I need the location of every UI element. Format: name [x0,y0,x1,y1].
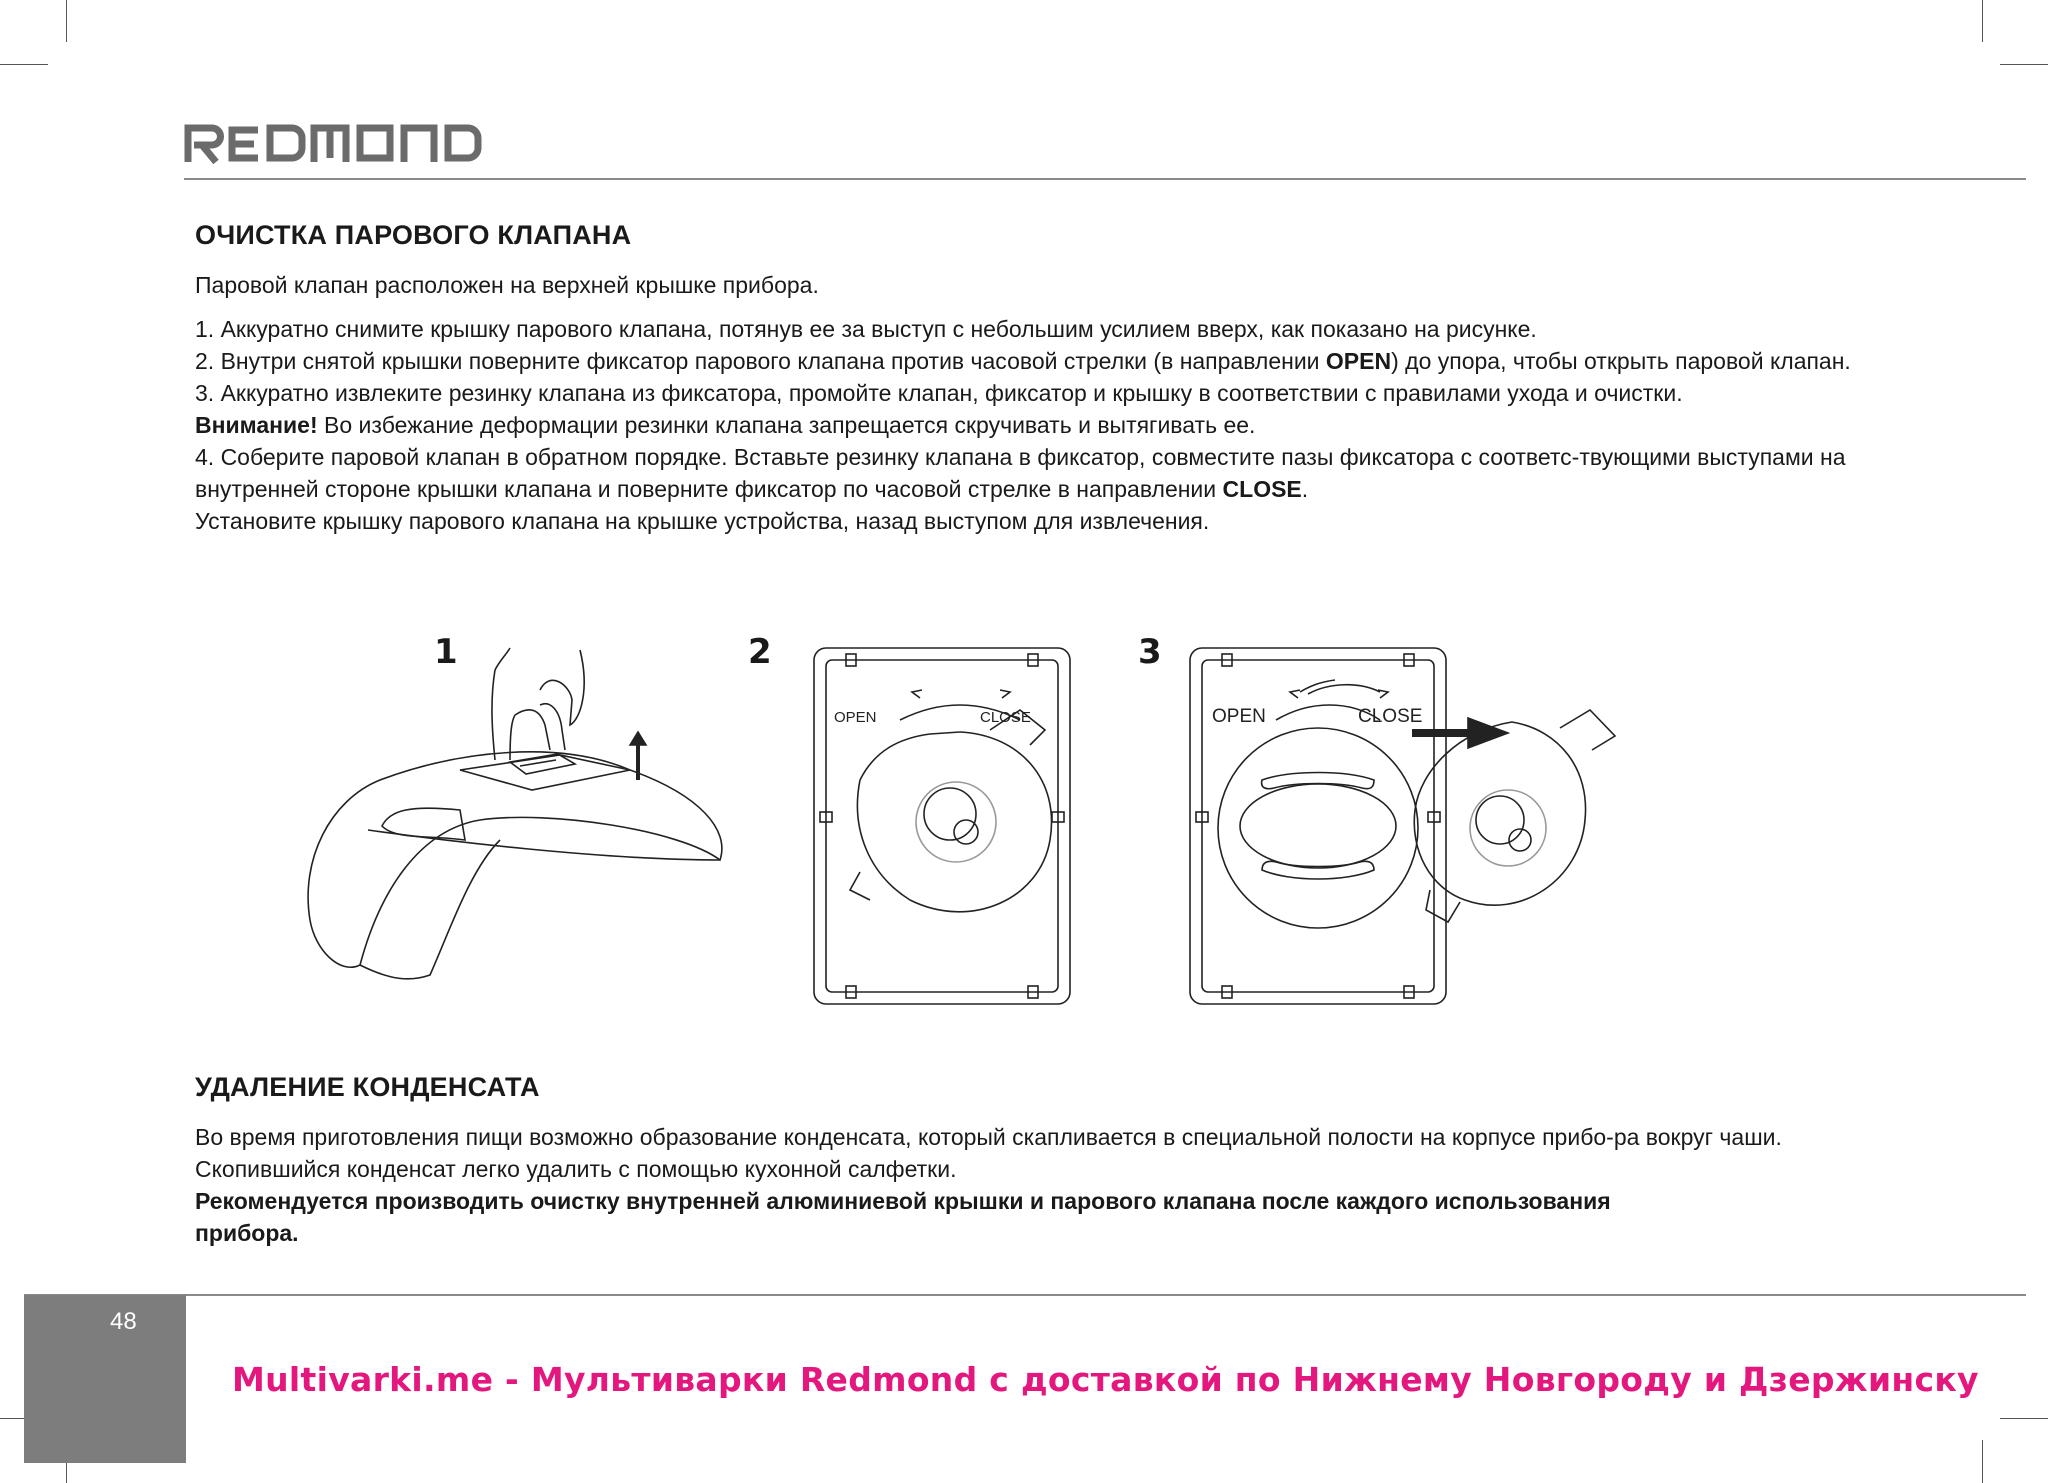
step-2: 2. Внутри снятой крышки поверните фиксатор парового клапана против часовой стрелки (в направлении OPEN) до упора, чтобы открыть паровой клапан. [195,348,1851,374]
footer-divider [24,1294,2026,1296]
crop-mark [0,64,48,65]
step-3: 3. Аккуратно извлеките резинку клапана из фиксатора, промойте клапан, фиксатор и крышку в соответствии с правилами ухода и очистки. [195,380,1683,406]
figure-number-3: 3 [1138,632,1162,672]
illustrations [300,630,1700,1020]
close-label: CLOSE [980,709,1031,726]
section-title: УДАЛЕНИЕ КОНДЕНСАТА [195,1072,540,1102]
warning: Внимание! Во избежание деформации резинки клапана запрещается скручивать и вытягивать ее. [195,412,1256,438]
condensate-text: Во время приготовления пищи возможно образование конденсата, который скапливается в специальной полости на корпусе прибо-ра вокруг чаши. Скопившийся конденсат легко удалить с помощью кухонной салфетки. [195,1124,1782,1182]
crop-mark [66,0,67,42]
page-number-box [24,1295,186,1463]
step-4-line-2: Установите крышку парового клапана на крышке устройства, назад выступом для извлечения. [195,508,1210,534]
step-1: 1. Аккуратно снимите крышку парового клапана, потянув ее за выступ с небольшим усилием вверх, как показано на рисунке. [195,316,1537,342]
redmond-logo [184,122,484,164]
footer-link[interactable]: Multivarki.me - Мультиварки Redmond с доставкой по Нижнему Новгороду и Дзержинску [232,1360,1979,1399]
crop-mark [2000,64,2048,65]
cooker-lid-illustration [308,648,722,979]
header-divider [184,178,2026,180]
page-number: 48 [110,1308,137,1335]
valve-cover-open-illustration [814,648,1070,1004]
figure-drawings [300,630,1700,1020]
close-label: CLOSE [1358,706,1423,727]
open-label: OPEN [834,709,877,726]
close-keyword: CLOSE [1222,476,1302,502]
intro-text: Паровой клапан расположен на верхней крышке прибора. [195,272,819,298]
figure-number-1: 1 [434,632,458,672]
crop-mark [1982,1440,1983,1483]
logo-wordmark [184,122,484,164]
open-keyword: OPEN [1325,348,1392,374]
recommendation: Рекомендуется производить очистку внутренней алюминиевой крышки и парового клапана после каждого использования прибора. [195,1188,1611,1246]
condensate-section [195,1072,1875,1249]
open-label: OPEN [1212,706,1266,727]
steam-valve-section [195,220,1875,537]
step-4: 4. Соберите паровой клапан в обратном порядке. Вставьте резинку клапана в фиксатор, совместите пазы фиксатора с соответс-твующими выступами на внутренней стороне крышки клапана и поверните фиксатор по часовой стрелке в направлении CLOSE. [195,444,1846,502]
crop-mark [1982,0,1983,42]
warning-label: Внимание! [195,412,318,438]
figure-number-2: 2 [748,632,772,672]
valve-cover-removed-illustration [1190,648,1615,1004]
section-title: ОЧИСТКА ПАРОВОГО КЛАПАНА [195,220,632,250]
crop-mark [2000,1418,2048,1419]
